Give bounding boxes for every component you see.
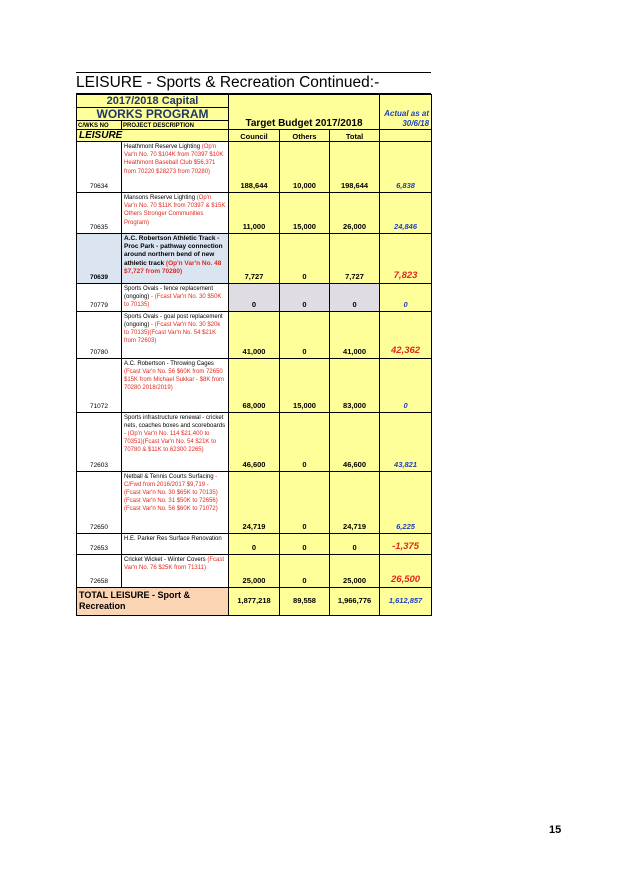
table-row xyxy=(77,311,432,358)
row-total: 0 xyxy=(330,284,380,312)
row-actual: 0 xyxy=(380,284,432,312)
row-description: Netball & Tennis Courts Surfacing - C/Fwd from 2016/2017 $9,719 - (Fcast Var'n No. 30 $65K to 70135)(Fcast Var'n No. 31 $50K to 72656)(Fcast Var'n No. 56 $60K to 71072) xyxy=(122,471,229,533)
table-row xyxy=(77,471,432,533)
row-council: 0 xyxy=(229,284,280,312)
row-code: 70635 xyxy=(77,193,122,234)
row-others: 10,000 xyxy=(280,142,330,193)
table-row xyxy=(77,412,432,471)
row-description: Sports infrastructure renewal - cricket nets, coaches boxes and scoreboards - (Op'n Var'n No. 114 $21,400 to 70351)(Fcast Var'n No. 54 $21K to 70780 & $11K to 62300 2265) xyxy=(122,412,229,471)
row-council: 68,000 xyxy=(229,358,280,412)
row-council: 25,000 xyxy=(229,554,280,587)
row-council: 24,719 xyxy=(229,471,280,533)
row-others: 0 xyxy=(280,284,330,312)
table-row xyxy=(77,193,432,234)
row-total: 0 xyxy=(330,533,380,554)
row-code: 70779 xyxy=(77,284,122,312)
row-code: 70639 xyxy=(77,234,122,284)
totals-others: 89,558 xyxy=(280,587,330,615)
row-description: A.C. Robertson Athletic Track - Proc Park - pathway connection around northern bend of new athletic track (Op'n Var'n No. 48 $7,727 from 70280) xyxy=(122,234,229,284)
table-row xyxy=(77,533,432,554)
row-total: 7,727 xyxy=(330,234,380,284)
row-others: 0 xyxy=(280,311,330,358)
row-code: 72603 xyxy=(77,412,122,471)
table-row xyxy=(77,142,432,193)
row-others: 15,000 xyxy=(280,193,330,234)
row-code: 72650 xyxy=(77,471,122,533)
row-actual: 42,362 xyxy=(380,311,432,358)
row-total: 41,000 xyxy=(330,311,380,358)
table-row xyxy=(77,284,432,312)
row-actual: 6,225 xyxy=(380,471,432,533)
totals-row xyxy=(77,587,432,615)
row-actual: 7,823 xyxy=(380,234,432,284)
page-title: LEISURE - Sports & Recreation Continued:- xyxy=(76,72,431,94)
row-description: Cricket Wicket - Winter Covers (Fcast Var'n No. 76 $25K from 71311) xyxy=(122,554,229,587)
table-row xyxy=(77,234,432,284)
row-code: 70780 xyxy=(77,311,122,358)
row-actual: 6,838 xyxy=(380,142,432,193)
row-council: 188,644 xyxy=(229,142,280,193)
totals-total: 1,966,776 xyxy=(330,587,380,615)
row-others: 0 xyxy=(280,234,330,284)
row-code: 70634 xyxy=(77,142,122,193)
row-council: 46,600 xyxy=(229,412,280,471)
row-code: 72653 xyxy=(77,533,122,554)
row-others: 0 xyxy=(280,471,330,533)
row-others: 0 xyxy=(280,412,330,471)
others-heading: Others xyxy=(280,130,330,142)
row-others: 15,000 xyxy=(280,358,330,412)
program-title-line2: WORKS PROGRAM xyxy=(77,108,229,121)
row-actual: -1,375 xyxy=(380,533,432,554)
program-title-line1: 2017/2018 Capital xyxy=(77,95,229,108)
row-actual: 24,846 xyxy=(380,193,432,234)
row-total: 83,000 xyxy=(330,358,380,412)
totals-council: 1,877,218 xyxy=(229,587,280,615)
row-actual: 0 xyxy=(380,358,432,412)
row-description: Mansons Reserve Lighting (Op'n Var'n No. 70 $11K from 70397 & $15K Others Stronger Communities Program) xyxy=(122,193,229,234)
row-actual: 43,821 xyxy=(380,412,432,471)
works-program-table xyxy=(76,94,432,616)
row-actual: 26,500 xyxy=(380,554,432,587)
row-others: 0 xyxy=(280,554,330,587)
council-heading: Council xyxy=(229,130,280,142)
actual-heading: Actual as at 30/6/18 xyxy=(380,95,432,130)
row-total: 26,000 xyxy=(330,193,380,234)
row-description: H.E. Parker Res Surface Renovation xyxy=(122,533,229,554)
row-total: 24,719 xyxy=(330,471,380,533)
total-heading: Total xyxy=(330,130,380,142)
row-description: Heathmont Reserve Lighting (Op'n Var'n No. 70 $104K from 70397 $10K Heathmont Baseball Club $56,371 from 70220 $28273 from 70280) xyxy=(122,142,229,193)
row-description: A.C. Robertson - Throwing Cages (Fcast Var'n No. 56 $60K from 72650 $15K from Michael Sukkar - $8K from 70280 2018/2019) xyxy=(122,358,229,412)
row-council: 0 xyxy=(229,533,280,554)
row-code: 71072 xyxy=(77,358,122,412)
row-council: 41,000 xyxy=(229,311,280,358)
totals-label: TOTAL LEISURE - Sport & Recreation xyxy=(77,587,229,615)
row-total: 198,644 xyxy=(330,142,380,193)
row-council: 7,727 xyxy=(229,234,280,284)
row-total: 46,600 xyxy=(330,412,380,471)
table-row xyxy=(77,554,432,587)
cwks-no-heading: C/WKS NO xyxy=(77,121,122,130)
table-row xyxy=(77,358,432,412)
row-code: 72658 xyxy=(77,554,122,587)
row-others: 0 xyxy=(280,533,330,554)
row-description: Sports Ovals - fence replacement (ongoing) - (Fcast Var'n No. 30 $50K to 70135) xyxy=(122,284,229,312)
page-number: 15 xyxy=(549,824,562,836)
project-description-heading: PROJECT DESCRIPTION xyxy=(122,121,229,130)
row-description: Sports Ovals - goal post replacement (ongoing) - (Fcast Var'n No. 30 $20k to 70135)(Fcast Var'n No. 54 $21K from 72603) xyxy=(122,311,229,358)
row-total: 25,000 xyxy=(330,554,380,587)
target-budget-heading: Target Budget 2017/2018 xyxy=(245,118,363,129)
row-council: 11,000 xyxy=(229,193,280,234)
totals-actual: 1,612,857 xyxy=(380,587,432,615)
section-heading: LEISURE xyxy=(77,130,229,142)
